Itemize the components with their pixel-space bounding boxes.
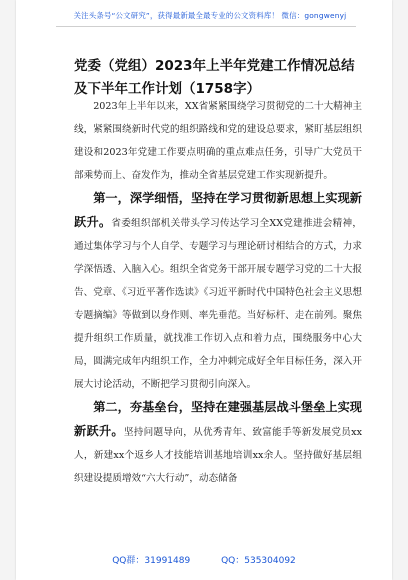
paragraph-text: 省委组织部机关带头学习传达学习全XX党建推进会精神，通过集体学习与个人自学、专题学习与理论研讨相结合的方式，力求学深悟透、入脑入心。组织全省党务干部开展专题学习党的二十大报告、党章、《习近平著作选读》《习近平新时代中国特色社会主义思想专题摘编》等做到以身作则、率先垂范。当好标杆、走在前列。聚焦提升组织工作质量，就找准工作切入点和着力点，围绕服务中心大局，圆满完成年内组织工作，全力冲刺完成好全年目标任务，深入开展大讨论活动，不断把学习贯彻引向深入。 — [74, 218, 362, 390]
paragraph-text: 坚持问题导向，从优秀青年、致富能手等新发展党员xx人，新建xx个返乡人才技能培训基地培训xx余人。坚持做好基层组织建设提质增效“六大行动”，动态储备 — [74, 427, 362, 484]
paragraph-section-1 — [74, 187, 362, 396]
paragraph-intro — [74, 94, 362, 187]
header-banner: 关注头条号“公文研究”，获得最新最全最专业的公文资料库！ 微信：gongwenyj — [73, 11, 347, 20]
document-page — [16, 0, 392, 580]
document-body — [74, 94, 362, 490]
document-title: 党委（党组）2023年上半年党建工作情况总结及下半年工作计划（1758字） — [74, 58, 355, 97]
header-divider — [56, 26, 356, 27]
footer-qq: QQ：535304092 — [221, 556, 296, 566]
paragraph-section-2 — [74, 396, 362, 490]
footer-contact — [16, 553, 392, 566]
section-heading: 第二，夯基垒台，坚持在建强基层战斗堡垒上实现新跃升。 — [74, 400, 362, 438]
paragraph-text: 2023年上半年以来，XX省紧紧围绕学习贯彻党的二十大精神主线，紧紧围绕新时代党的组织路线和党的建设总要求，紧盯基层组织建设和2023年党建工作要点明确的重点难点任务，引导广大党员干部乘势而上、奋发作为，推动全省基层党建工作实现新提升。 — [74, 101, 362, 181]
section-heading: 第一，深学细悟，坚持在学习贯彻新思想上实现新跃升。 — [74, 191, 362, 229]
footer-qq-group: QQ群：31991489 — [112, 556, 191, 566]
